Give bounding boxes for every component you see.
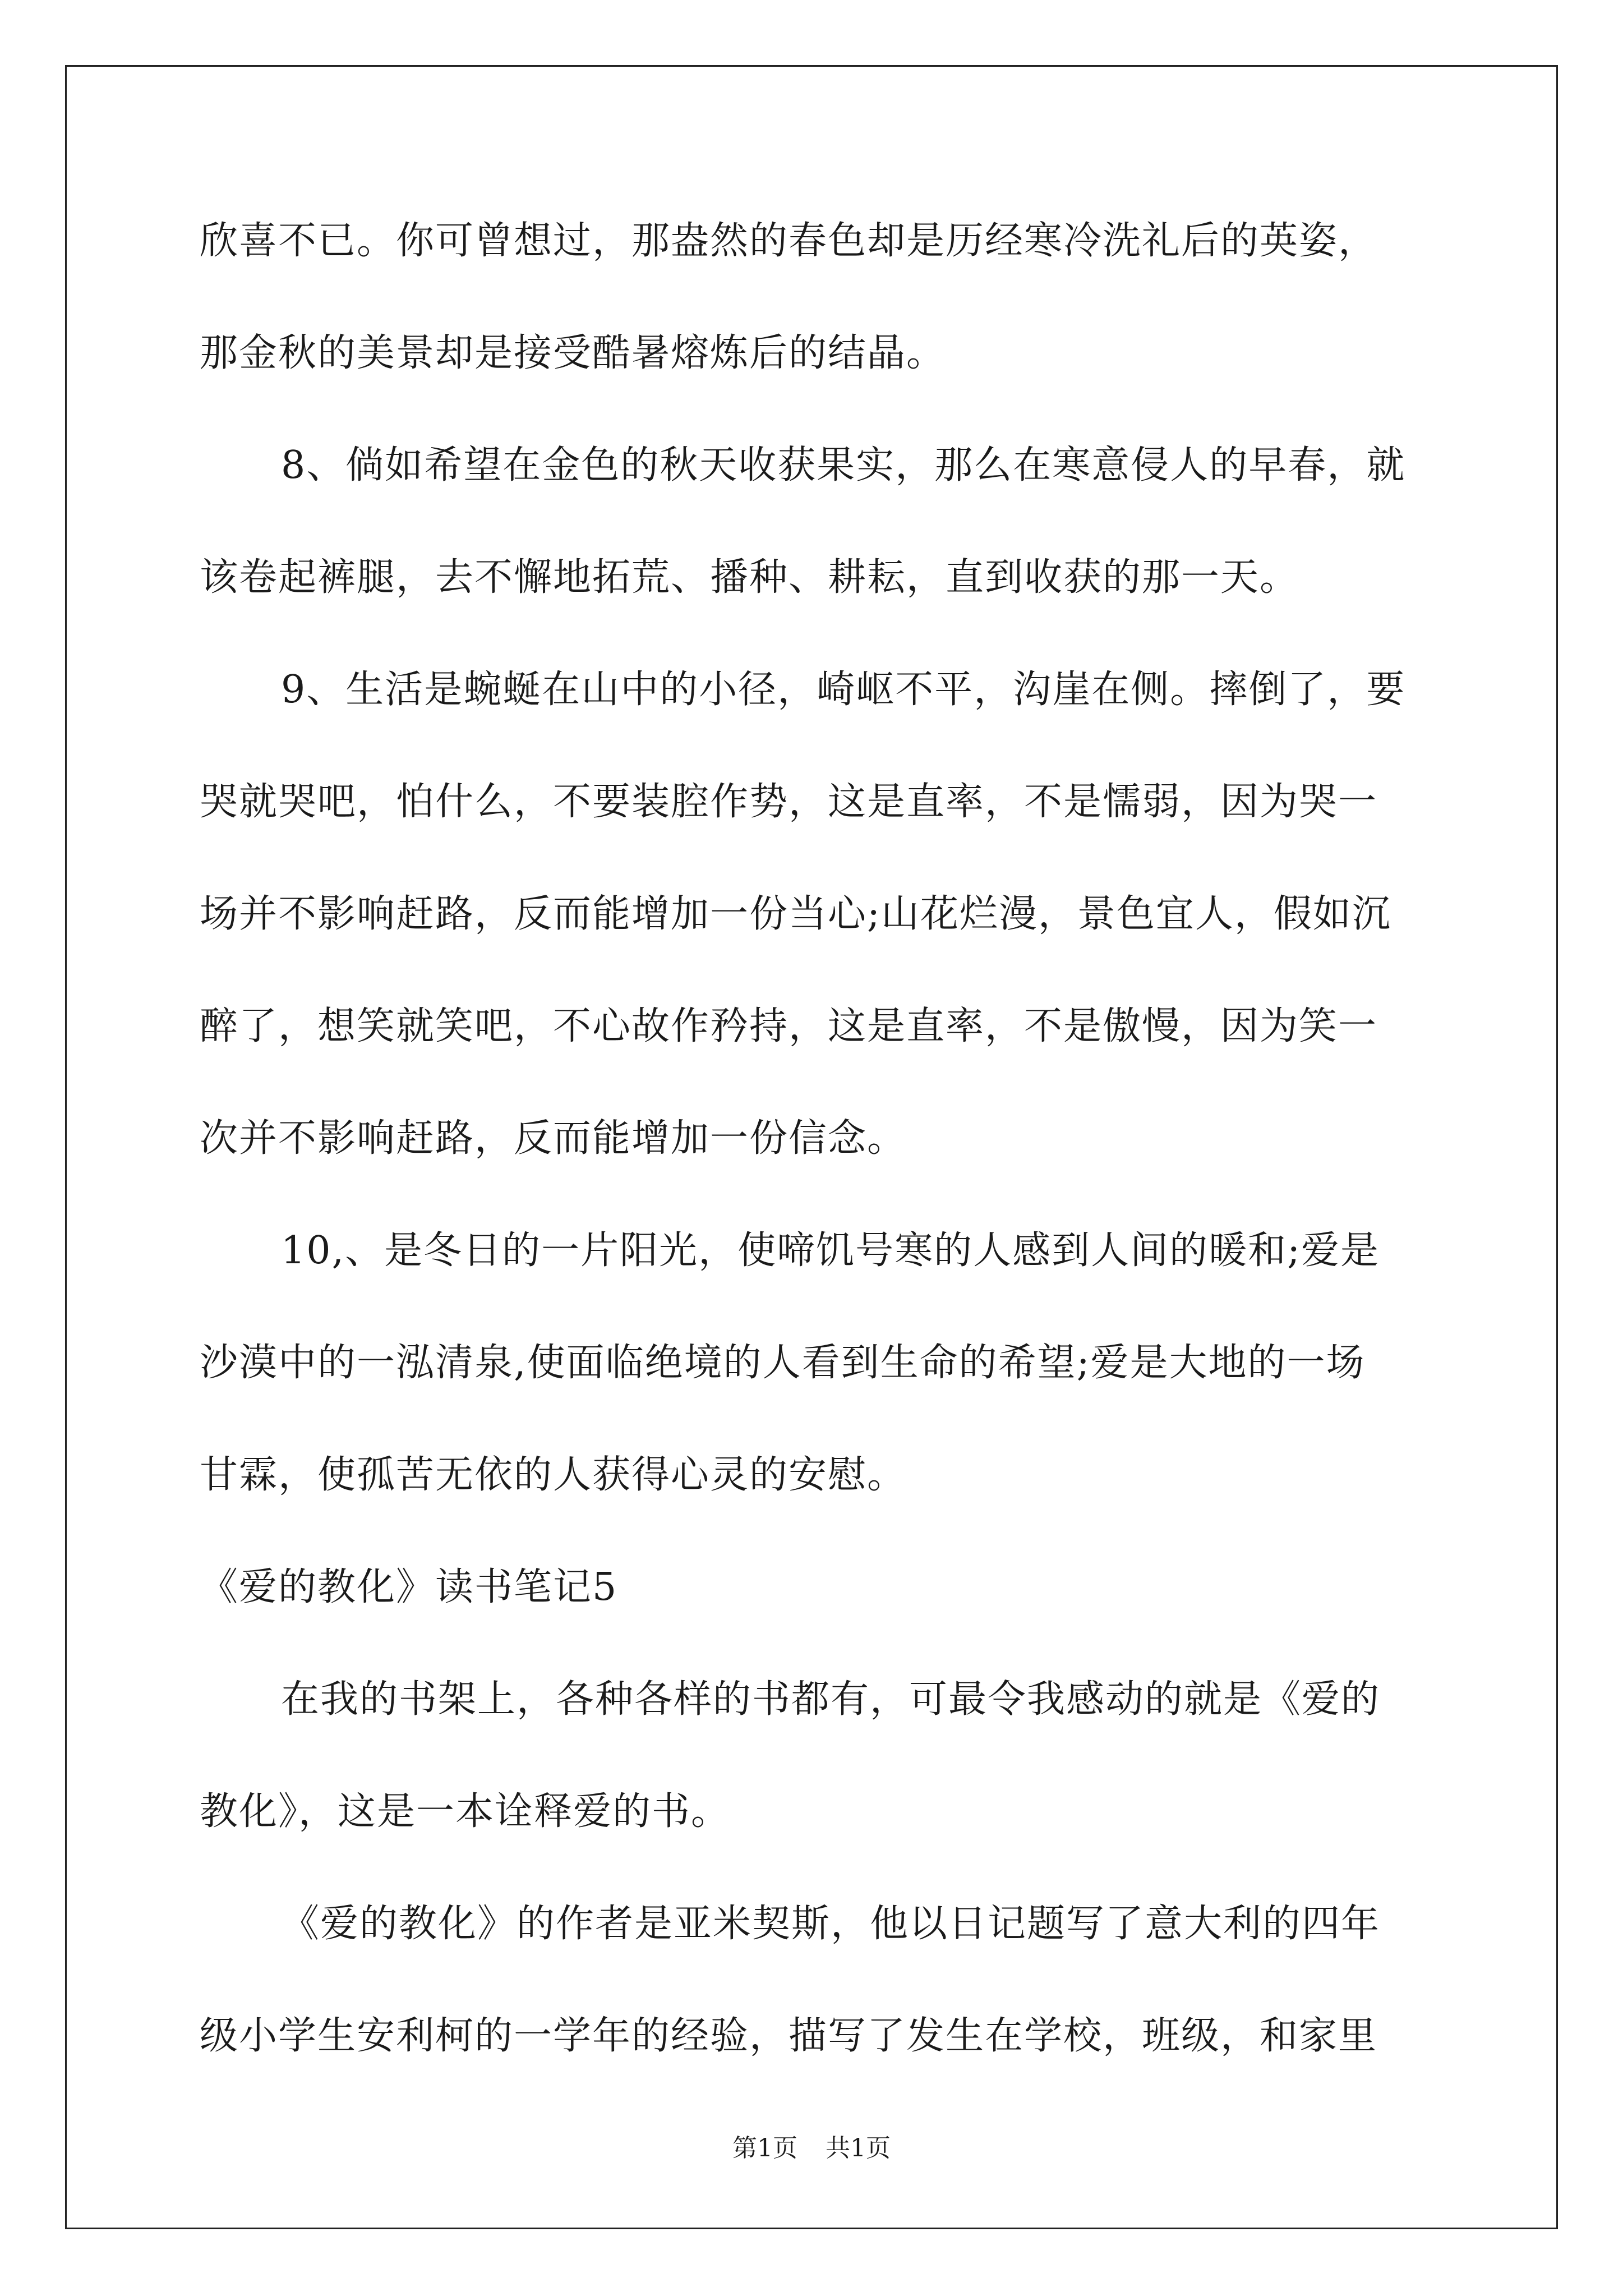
text-line: 醉了，想笑就笑吧，不心故作矜持，这是直率，不是傲慢，因为笑一	[200, 1004, 1378, 1048]
text-line: 9、生活是蜿蜒在山中的小径，崎岖不平，沟崖在侧。摔倒了，要	[281, 668, 1406, 712]
document-body	[200, 213, 1428, 2120]
text-line: 级小学生安利柯的一学年的经验，描写了发生在学校，班级，和家里	[200, 2014, 1378, 2058]
text-line: 《爱的教化》的作者是亚米契斯，他以日记题写了意大利的四年	[281, 1902, 1381, 1946]
page-number: 第1页	[732, 2134, 797, 2162]
text-line: 沙漠中的一泓清泉,使面临绝境的人看到生命的希望;爱是大地的一场	[200, 1341, 1366, 1385]
text-line: 10,、是冬日的一片阳光，使啼饥号寒的人感到人间的暖和;爱是	[281, 1228, 1380, 1273]
text-line: 8、倘如希望在金色的秋天收获果实，那么在寒意侵人的早春，就	[281, 443, 1406, 487]
page-total: 共1页	[826, 2134, 891, 2162]
text-line: 甘霖，使孤苦无依的人获得心灵的安慰。	[200, 1453, 907, 1497]
text-line: 次并不影响赶路，反而能增加一份信念。	[200, 1116, 907, 1161]
text-line: 那金秋的美景却是接受酷暑熔炼后的结晶。	[200, 331, 946, 375]
text-line: 该卷起裤腿，去不懈地拓荒、播种、耕耘，直到收获的那一天。	[200, 555, 1299, 600]
text-line: 欣喜不已。你可曾想过，那盎然的春色却是历经寒冷洗礼后的英姿，	[200, 219, 1378, 263]
text-line: 教化》，这是一本诠释爱的书。	[200, 1789, 731, 1834]
text-line: 在我的书架上，各种各样的书都有，可最令我感动的就是《爱的	[281, 1677, 1381, 1722]
text-line: 哭就哭吧，怕什么，不要装腔作势，这是直率，不是懦弱，因为哭一	[200, 780, 1378, 824]
page-footer	[0, 2132, 1623, 2165]
text-line: 场并不影响赶路，反而能增加一份当心;山花烂漫，景色宜人，假如沉	[200, 892, 1391, 936]
section-heading: 《爱的教化》读书笔记5	[200, 1565, 618, 1609]
